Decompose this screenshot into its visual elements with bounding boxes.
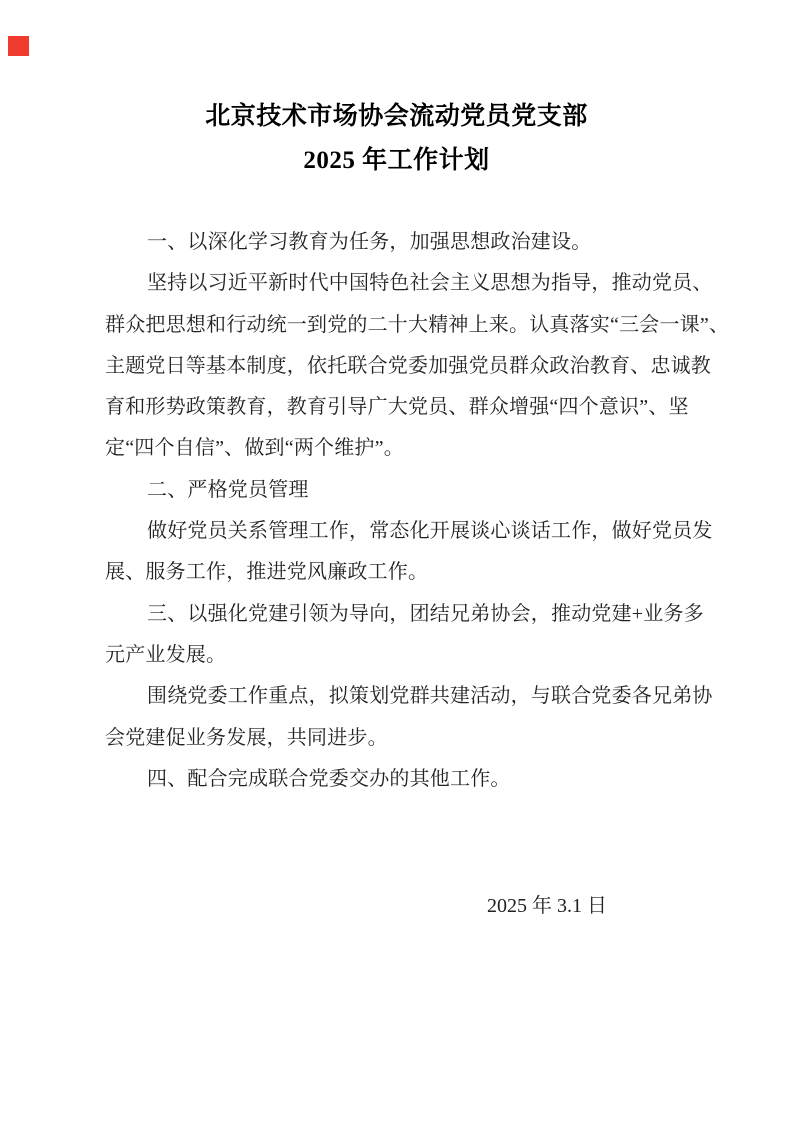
- document-title-line2: 2025 年工作计划: [303, 147, 490, 174]
- document-title-line1: 北京技术市场协会流动党员党支部: [205, 103, 588, 130]
- body-line: 展、服务工作，推进党风廉政工作。: [105, 561, 429, 584]
- body-line: 坚持以习近平新时代中国特色社会主义思想为指导，推动党员、: [147, 272, 713, 295]
- body-line: 二、严格党员管理: [147, 478, 309, 501]
- body-line: 定“四个自信”、做到“两个维护”。: [105, 437, 404, 460]
- body-line: 一、以深化学习教育为任务，加强思想政治建设。: [147, 231, 592, 253]
- body-line: 育和形势政策教育，教育引导广大党员、群众增强“四个意识”、坚: [105, 396, 689, 419]
- body-line: 元产业发展。: [105, 643, 227, 666]
- red-annotation-marker: [8, 36, 29, 56]
- document-date: 2025 年 3.1 日: [487, 895, 607, 917]
- document-body: [105, 222, 730, 800]
- body-line: 群众把思想和行动统一到党的二十大精神上来。认真落实“三会一课”、: [105, 313, 730, 336]
- document-title: [0, 95, 793, 183]
- body-line: 四、配合完成联合党委交办的其他工作。: [147, 767, 511, 790]
- body-line: 三、以强化党建引领为导向，团结兄弟协会，推动党建+业务多: [147, 602, 704, 625]
- body-line: 围绕党委工作重点，拟策划党群共建活动，与联合党委各兄弟协: [147, 685, 713, 708]
- body-line: 做好党员关系管理工作，常态化开展谈心谈话工作，做好党员发: [147, 520, 713, 543]
- body-line: 主题党日等基本制度，依托联合党委加强党员群众政治教育、忠诚教: [105, 354, 711, 377]
- body-line: 会党建促业务发展，共同进步。: [105, 726, 388, 749]
